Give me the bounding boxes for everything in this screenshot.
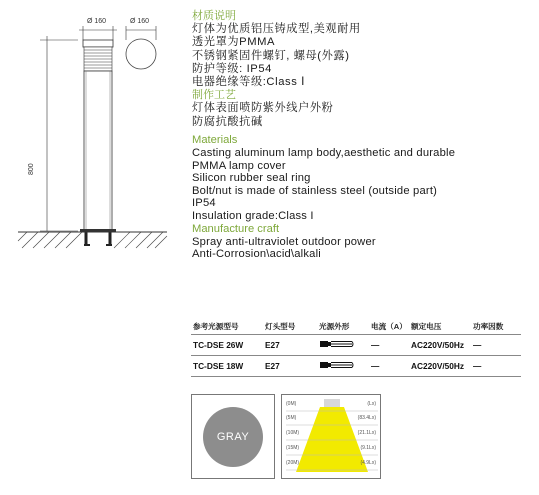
cell-lamp-model: TC-DSE 26W [191, 334, 263, 355]
dim-width-label-2: Ø 160 [130, 18, 150, 25]
col-header-current: 电流（A） [371, 322, 407, 332]
en-material-line: Bolt/nut is made of stainless steel (outside part) [192, 184, 438, 197]
cell-voltage: AC220V/50Hz [409, 334, 471, 355]
finish-color-box [191, 394, 275, 479]
col-header-power-factor: 功率因数 [473, 322, 504, 332]
table-header-row [191, 320, 521, 334]
en-material-line: Casting aluminum lamp body,aesthetic and durable [192, 147, 456, 160]
col-header-voltage: 额定电压 [411, 322, 442, 332]
cell-base-model: E27 [263, 355, 317, 376]
zh-material-line: 透光罩为PMMA [192, 36, 276, 49]
cell-power-factor: — [471, 355, 521, 376]
light-row: (0M) (Lx) [286, 401, 376, 407]
zh-materials-title: 材质说明 [192, 10, 236, 22]
bollard-elevation-drawing [0, 0, 185, 300]
en-materials-title: Materials [192, 134, 238, 147]
en-craft-line: Anti-Corrosion\acid\alkali [192, 248, 321, 261]
zh-craft-line: 防腐抗酸抗碱 [192, 115, 263, 128]
en-material-line: Insulation grade:Class I [192, 210, 314, 223]
en-materials-section [192, 134, 532, 223]
plan-view-circle [126, 39, 156, 69]
en-craft-section [192, 223, 532, 261]
zh-material-line: 电器绝缘等级:Class Ⅰ [192, 76, 306, 89]
zh-craft-title: 制作工艺 [192, 89, 236, 102]
zh-craft-line: 灯体表面喷防紫外线户外粉 [192, 102, 334, 115]
spec-text [192, 10, 532, 261]
dim-width-label-1: Ø 160 [87, 18, 107, 25]
cell-current: — [369, 355, 409, 376]
dim-height-label: 800 [28, 163, 35, 175]
en-material-line: PMMA lamp cover [192, 159, 286, 172]
light-row: (10M) (21.1Lx) [286, 430, 376, 436]
cell-lamp-model: TC-DSE 18W [191, 355, 263, 376]
lamp-spec-table [191, 320, 521, 377]
col-header-lamp-model: 参考光源型号 [193, 322, 239, 332]
en-craft-line: Spray anti-ultraviolet outdoor power [192, 235, 376, 248]
lamp-shape-icon [317, 334, 369, 355]
cell-current: — [369, 334, 409, 355]
zh-material-line: 不锈钢紧固件螺钉, 螺母(外露) [192, 49, 350, 62]
zh-material-line: 灯体为优质铝压铸成型,美观耐用 [192, 23, 361, 35]
en-material-line: IP54 [192, 197, 216, 210]
light-row: (15M) (9.1Lx) [286, 445, 376, 451]
product-drawing [0, 0, 185, 300]
light-distribution-box [281, 394, 381, 479]
light-row: (5M) (83.4Lx) [286, 415, 376, 421]
lamp-shape-icon [317, 355, 369, 376]
table-row [191, 355, 521, 376]
col-header-lamp-shape: 光源外形 [319, 322, 350, 332]
light-row: (20M) (4.9Lx) [286, 460, 376, 466]
zh-craft-section [192, 89, 532, 129]
zh-material-line: 防护等级: IP54 [192, 62, 272, 75]
table-row [191, 334, 521, 355]
cell-base-model: E27 [263, 334, 317, 355]
cell-voltage: AC220V/50Hz [409, 355, 471, 376]
cell-power-factor: — [471, 334, 521, 355]
gray-color-swatch: GRAY [203, 407, 263, 467]
en-craft-title: Manufacture craft [192, 222, 280, 235]
en-material-line: Silicon rubber seal ring [192, 172, 311, 185]
col-header-base-model: 灯头型号 [265, 322, 296, 332]
zh-materials-section [192, 10, 532, 89]
bollard-pole [84, 71, 112, 231]
